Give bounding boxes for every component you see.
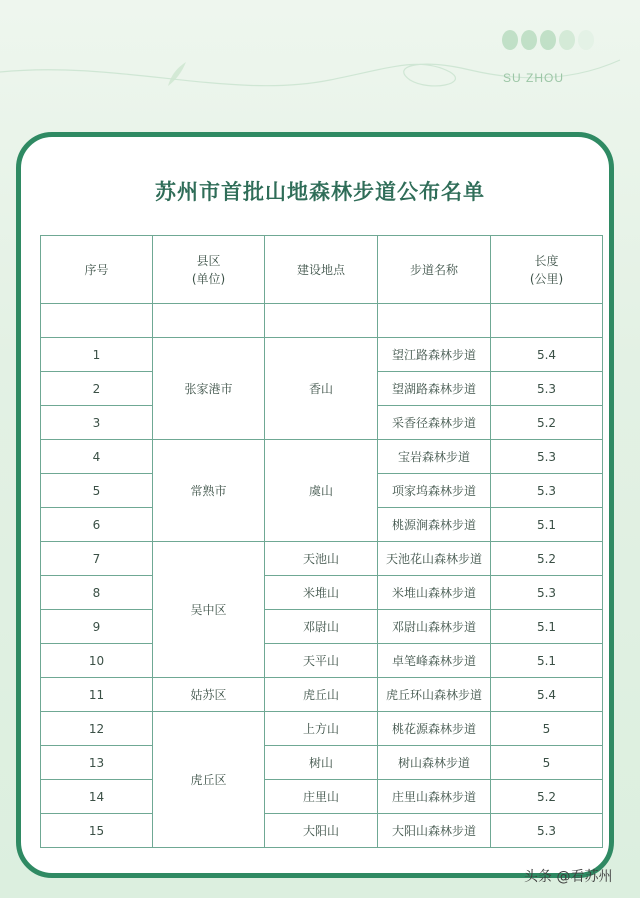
table-row: [41, 746, 603, 780]
cell-length: 5: [491, 712, 603, 746]
cell-no: 12: [41, 712, 153, 746]
cell-length: 5.2: [491, 406, 603, 440]
table-row: [41, 610, 603, 644]
cell-location: 庄里山: [265, 780, 378, 814]
cell-location: 大阳山: [265, 814, 378, 848]
cell-length: 5.2: [491, 780, 603, 814]
column-header-trail: 步道名称: [378, 236, 491, 304]
cell-trail: 桃源涧森林步道: [378, 508, 491, 542]
cell-trail: 望江路森林步道: [378, 338, 491, 372]
column-header-no: 序号: [41, 236, 153, 304]
cell-trail: 大阳山森林步道: [378, 814, 491, 848]
cell-location: 虎丘山: [265, 678, 378, 712]
table-row: [41, 780, 603, 814]
table-row: [41, 644, 603, 678]
decorative-swirl-line: [0, 0, 640, 130]
cell-location: 虞山: [265, 440, 378, 542]
cell-trail: 采香径森林步道: [378, 406, 491, 440]
brand-label: SU ZHOU: [503, 71, 564, 85]
column-header-district: 县区 (单位): [153, 236, 265, 304]
table-row: [41, 440, 603, 474]
cell-district: 吴中区: [153, 542, 265, 678]
cell-trail: 望湖路森林步道: [378, 372, 491, 406]
table-row: [41, 542, 603, 576]
cell-length: 5.1: [491, 508, 603, 542]
cell-length: 5.3: [491, 576, 603, 610]
cell-trail: 米堆山森林步道: [378, 576, 491, 610]
column-header-location: 建设地点: [265, 236, 378, 304]
cell-location: 树山: [265, 746, 378, 780]
cell-no: 14: [41, 780, 153, 814]
cell-length: 5.4: [491, 338, 603, 372]
cell-trail: 天池花山森林步道: [378, 542, 491, 576]
column-header-length: 长度 (公里): [491, 236, 603, 304]
cell-location: 天池山: [265, 542, 378, 576]
cell-location: 上方山: [265, 712, 378, 746]
cell-district: 虎丘区: [153, 712, 265, 848]
cell-district: 姑苏区: [153, 678, 265, 712]
dot-icon: [578, 30, 594, 50]
cell-no: 3: [41, 406, 153, 440]
dot-icon: [521, 30, 537, 50]
dot-icon: [559, 30, 575, 50]
cell-no: 13: [41, 746, 153, 780]
cell-trail: 虎丘环山森林步道: [378, 678, 491, 712]
cell-no: 11: [41, 678, 153, 712]
cell-length: 5.2: [491, 542, 603, 576]
source-watermark: 头条 @看苏州: [524, 869, 613, 885]
cell-district: 常熟市: [153, 440, 265, 542]
cell-location: 天平山: [265, 644, 378, 678]
table-header-row: [41, 236, 603, 304]
cell-no: 1: [41, 338, 153, 372]
cell-trail: 项家坞森林步道: [378, 474, 491, 508]
page-title: 苏州市首批山地森林步道公布名单: [155, 179, 485, 204]
cell-location: 米堆山: [265, 576, 378, 610]
cell-trail: 卓笔峰森林步道: [378, 644, 491, 678]
cell-trail: 树山森林步道: [378, 746, 491, 780]
trail-table: [40, 235, 603, 848]
cell-length: 5: [491, 746, 603, 780]
cell-no: 4: [41, 440, 153, 474]
cell-length: 5.3: [491, 814, 603, 848]
table-row: [41, 576, 603, 610]
cell-length: 5.1: [491, 644, 603, 678]
table-row: [41, 814, 603, 848]
cell-no: 9: [41, 610, 153, 644]
cell-location: 香山: [265, 338, 378, 440]
cell-trail: 庄里山森林步道: [378, 780, 491, 814]
cell-location: 邓尉山: [265, 610, 378, 644]
table-row: [41, 712, 603, 746]
cell-no: 2: [41, 372, 153, 406]
cell-trail: 邓尉山森林步道: [378, 610, 491, 644]
cell-district: 张家港市: [153, 338, 265, 440]
table-row: [41, 678, 603, 712]
cell-no: 10: [41, 644, 153, 678]
cell-no: 5: [41, 474, 153, 508]
cell-length: 5.4: [491, 678, 603, 712]
cell-no: 8: [41, 576, 153, 610]
decorative-dots: [502, 30, 594, 50]
dot-icon: [540, 30, 556, 50]
cell-length: 5.1: [491, 610, 603, 644]
cell-trail: 桃花源森林步道: [378, 712, 491, 746]
cell-no: 7: [41, 542, 153, 576]
cell-no: 15: [41, 814, 153, 848]
dot-icon: [502, 30, 518, 50]
cell-length: 5.3: [491, 372, 603, 406]
cell-trail: 宝岩森林步道: [378, 440, 491, 474]
cell-length: 5.3: [491, 440, 603, 474]
cell-length: 5.3: [491, 474, 603, 508]
cell-no: 6: [41, 508, 153, 542]
table-row: [41, 338, 603, 372]
